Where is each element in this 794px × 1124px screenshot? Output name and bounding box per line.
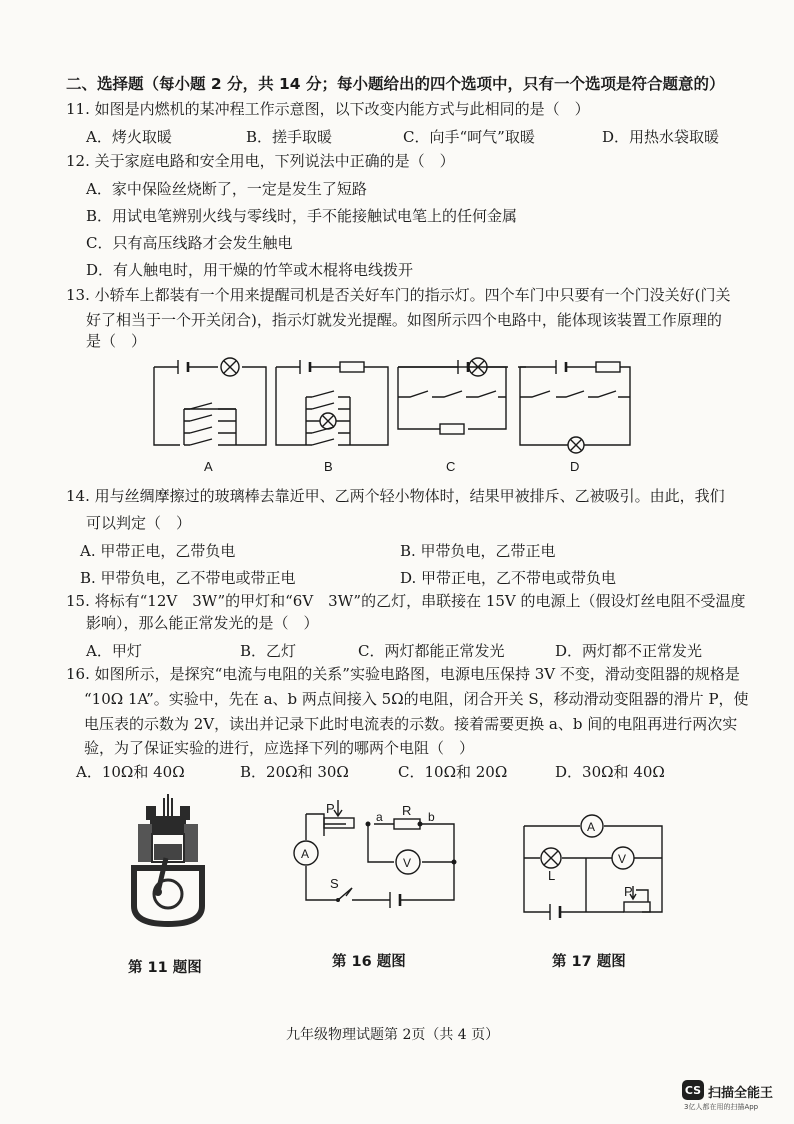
q11-option-b: B．搓手取暖 bbox=[246, 128, 333, 146]
fig17-circuit bbox=[520, 816, 670, 916]
q13-label-d: D bbox=[570, 459, 580, 474]
q15-option-a: A．甲灯 bbox=[86, 642, 142, 660]
q12-stem: 12. 关于家庭电路和安全用电，下列说法中正确的是（ ） bbox=[66, 152, 455, 170]
fig11-caption: 第 11 题图 bbox=[128, 960, 202, 976]
fig16-label-s: S bbox=[330, 876, 339, 891]
q12-option-d: D．有人触电时，用干燥的竹竿或木棍将电线拨开 bbox=[86, 261, 414, 279]
fig11-engine-diagram bbox=[128, 788, 208, 928]
fig17-label-l: L bbox=[548, 868, 556, 883]
q15-option-b: B．乙灯 bbox=[240, 642, 297, 660]
q14-option-a: A. 甲带正电，乙带负电 bbox=[80, 542, 236, 560]
circuit-a bbox=[154, 358, 266, 445]
q16-stem-line3: 电压表的示数为 2V，读出并记录下此时电流表的示数。接着需要更换 a、b 间的电阻再进行两次实 bbox=[84, 715, 738, 733]
fig17-caption: 第 17 题图 bbox=[552, 954, 626, 970]
q15-stem-line1: 15. 将标有“12V 3W”的甲灯和“6V 3W”的乙灯，串联接在 15V 的电源上（假设灯丝电阻不受温度 bbox=[66, 592, 746, 610]
q16-option-b: B．20Ω和 30Ω bbox=[240, 763, 349, 781]
fig16-voltmeter-label: V bbox=[403, 856, 412, 870]
q16-option-c: C．10Ω和 20Ω bbox=[398, 763, 508, 781]
section-title: 二、选择题（每小题 2 分，共 14 分；每小题给出的四个选项中，只有一个选项是符合题意的） bbox=[66, 75, 725, 93]
q14-option-c: B. 甲带负电，乙不带电或带正电 bbox=[80, 569, 296, 587]
page-footer: 九年级物理试题第 2页（共 4 页） bbox=[286, 1027, 500, 1043]
q14-stem-line2: 可以判定（ ） bbox=[86, 514, 192, 532]
q15-option-d: D．两灯都不正常发光 bbox=[555, 642, 703, 660]
q14-stem-line1: 14. 用与丝绸摩擦过的玻璃棒去靠近甲、乙两个轻小物体时，结果甲被排斥、乙被吸引。由此，我们 bbox=[66, 487, 725, 505]
q16-stem-line4: 验，为了保证实验的进行，应选择下列的哪两个电阻（ ） bbox=[84, 739, 475, 757]
scanner-app-name: 扫描全能王 bbox=[708, 1086, 774, 1101]
fig16-label-b: b bbox=[428, 810, 435, 824]
circuit-b bbox=[276, 360, 388, 445]
q16-option-a: A．10Ω和 40Ω bbox=[76, 763, 185, 781]
q14-option-d: D. 甲带正电，乙不带电或带负电 bbox=[400, 569, 617, 587]
q11-stem: 11. 如图是内燃机的某冲程工作示意图，以下改变内能方式与此相同的是（ ） bbox=[66, 100, 590, 118]
q13-stem-line1: 13. 小轿车上都装有一个用来提醒司机是否关好车门的指示灯。四个车门中只要有一个门没关好(门关 bbox=[66, 286, 731, 304]
q16-option-d: D．30Ω和 40Ω bbox=[555, 763, 665, 781]
scanner-app-tagline: 3亿人都在用的扫描App bbox=[684, 1103, 759, 1111]
fig16-circuit bbox=[290, 796, 460, 916]
fig17-label-p: P bbox=[624, 884, 633, 899]
fig16-label-r: R bbox=[402, 803, 412, 818]
q12-option-b: B．用试电笔辨别火线与零线时，手不能接触试电笔上的任何金属 bbox=[86, 207, 518, 225]
q16-stem-line1: 16. 如图所示，是探究“电流与电阻的关系”实验电路图，电源电压保持 3V 不变，滑动变阻器的规格是 bbox=[66, 665, 740, 683]
q11-option-d: D．用热水袋取暖 bbox=[602, 128, 720, 146]
q13-label-c: C bbox=[446, 459, 456, 474]
fig17-voltmeter-label: V bbox=[618, 852, 627, 866]
fig16-label-p: P bbox=[326, 801, 335, 816]
q14-option-b: B. 甲带负电，乙带正电 bbox=[400, 542, 556, 560]
fig17-ammeter-label: A bbox=[587, 820, 596, 834]
scanner-logo-icon: CS bbox=[682, 1080, 704, 1100]
fig16-label-a: a bbox=[376, 810, 383, 824]
q13-stem-line2: 好了相当于一个开关闭合)，指示灯就发光提醒。如图所示四个电路中，能体现该装置工作原理的 bbox=[86, 311, 722, 329]
q13-label-a: A bbox=[204, 459, 213, 474]
q15-stem-line2: 影响），那么能正常发光的是（ ） bbox=[86, 614, 319, 632]
fig16-ammeter-label: A bbox=[301, 847, 310, 861]
q13-stem-line3: 是（ ） bbox=[86, 332, 147, 350]
q11-option-c: C．向手“呵气”取暖 bbox=[403, 128, 535, 146]
fig16-caption: 第 16 题图 bbox=[332, 954, 406, 970]
q12-option-c: C．只有高压线路才会发生触电 bbox=[86, 234, 293, 252]
q16-stem-line2: “10Ω 1A”。实验中，先在 a、b 两点间接入 5Ω的电阻，闭合开关 S，移动滑动变阻器的滑片 P，使 bbox=[84, 690, 749, 708]
q15-option-c: C．两灯都能正常发光 bbox=[358, 642, 505, 660]
q13-circuit-diagrams bbox=[0, 345, 794, 474]
q12-option-a: A．家中保险丝烧断了，一定是发生了短路 bbox=[86, 180, 367, 198]
q13-label-b: B bbox=[324, 459, 333, 474]
circuit-d bbox=[520, 360, 630, 453]
circuit-c bbox=[398, 358, 526, 434]
q11-option-a: A．烤火取暖 bbox=[86, 128, 172, 146]
